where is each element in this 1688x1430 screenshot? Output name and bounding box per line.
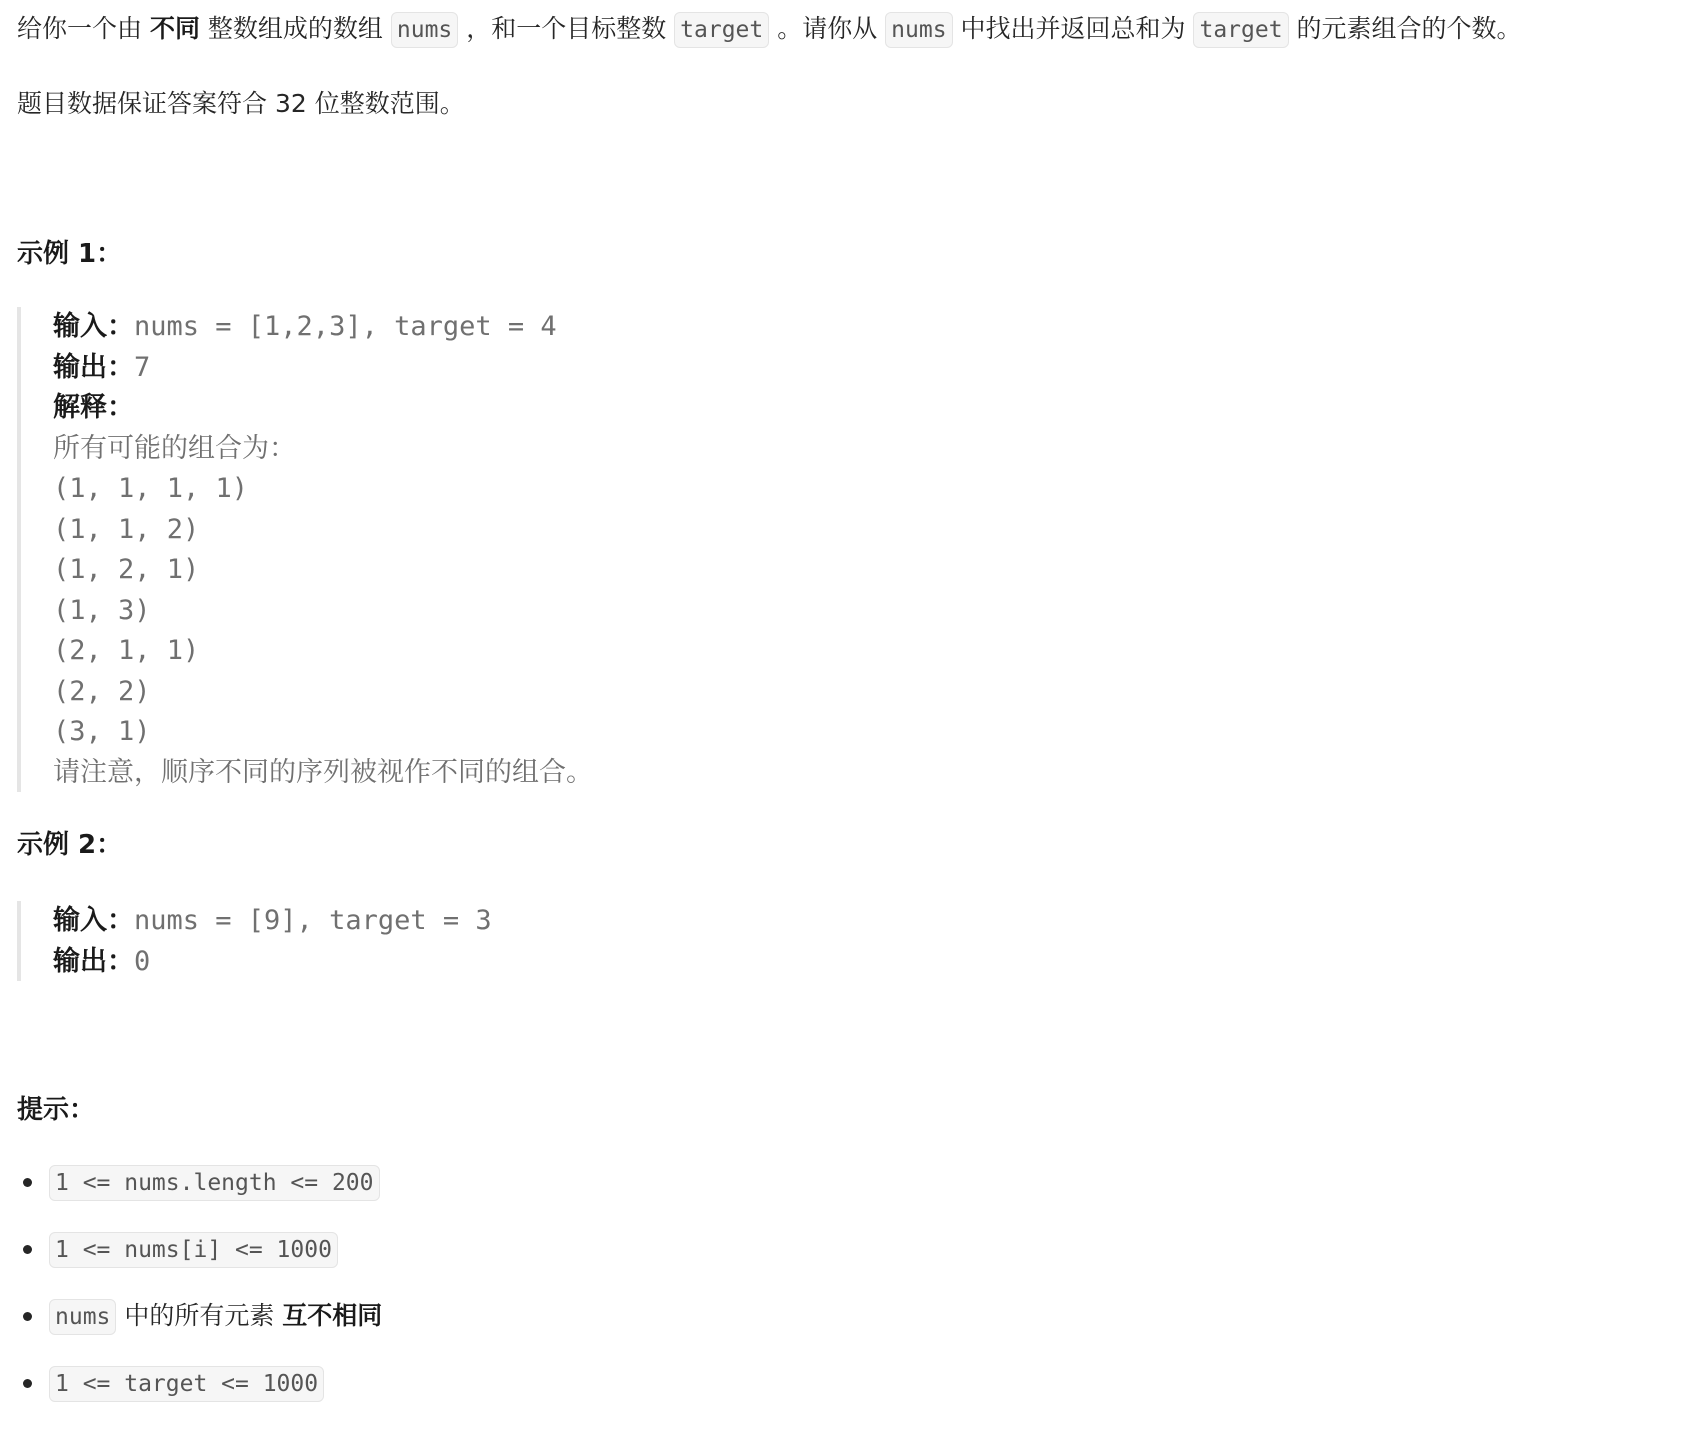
list-item: [17, 1162, 382, 1229]
inline-code-target: target: [1193, 12, 1288, 48]
statement-text: 的元素组合的个数。: [1288, 14, 1522, 43]
combination-line: (1, 1, 1, 1): [53, 473, 249, 504]
list-item: [17, 1229, 382, 1296]
explain-intro: 所有可能的组合为：: [53, 432, 296, 464]
example-2-output-line: [53, 942, 492, 983]
input-label: 输入：: [53, 905, 134, 936]
output-value: 0: [134, 945, 151, 977]
problem-guarantee: 题目数据保证答案符合 32 位整数范围。: [17, 89, 465, 118]
input-value: nums = [1,2,3], target = 4: [134, 311, 557, 342]
combination-line: (1, 3): [53, 594, 151, 626]
explain-label: 解释：: [53, 392, 134, 423]
input-label: 输入：: [53, 311, 134, 342]
combination-line: (2, 1, 1): [53, 635, 200, 666]
output-label: 输出：: [53, 945, 134, 977]
bullet-icon: [23, 1312, 32, 1321]
list-item: [17, 1363, 382, 1430]
output-value: 7: [134, 351, 151, 383]
example-2-block: [17, 901, 492, 981]
hints-heading: 提示：: [17, 1095, 96, 1125]
constraint-text: 中的所有元素: [116, 1301, 283, 1330]
bullet-icon: [23, 1178, 32, 1187]
example-1-output-line: [53, 348, 593, 389]
statement-text: ，和一个目标整数: [458, 14, 675, 43]
explain-note: 请注意，顺序不同的序列被视作不同的组合。: [53, 756, 593, 788]
constraints-list: [17, 1162, 382, 1430]
example-1-input-line: [53, 307, 593, 348]
constraint-code: 1 <= target <= 1000: [49, 1366, 324, 1402]
example-1-heading: 示例 1：: [17, 239, 123, 269]
example-1-block: [17, 307, 593, 792]
example-2-input-line: [53, 901, 492, 942]
constraint-code: nums: [49, 1299, 116, 1335]
inline-code-target: target: [674, 12, 769, 48]
statement-text: 整数组成的数组: [199, 14, 391, 43]
inline-code-nums: nums: [391, 12, 458, 48]
constraint-code: 1 <= nums.length <= 200: [49, 1165, 380, 1201]
combination-line: (1, 2, 1): [53, 554, 200, 585]
input-value: nums = [9], target = 3: [134, 905, 492, 936]
combination-line: (3, 1): [53, 716, 151, 747]
inline-code-nums: nums: [885, 12, 952, 48]
statement-emphasis: 不同: [149, 14, 200, 43]
statement-text: 。请你从: [769, 14, 886, 43]
constraint-emphasis: 互不相同: [282, 1301, 383, 1330]
constraint-code: 1 <= nums[i] <= 1000: [49, 1232, 338, 1268]
combination-line: (1, 1, 2): [53, 513, 200, 545]
list-item: [17, 1296, 382, 1363]
output-label: 输出：: [53, 351, 134, 383]
example-1-explain-line: [53, 388, 593, 429]
problem-statement: [17, 10, 1522, 48]
statement-text: 中找出并返回总和为: [952, 14, 1194, 43]
example-2-heading: 示例 2：: [17, 830, 123, 860]
statement-text: 给你一个由: [17, 14, 150, 43]
combination-line: (2, 2): [53, 675, 151, 707]
bullet-icon: [23, 1245, 32, 1254]
bullet-icon: [23, 1379, 32, 1388]
